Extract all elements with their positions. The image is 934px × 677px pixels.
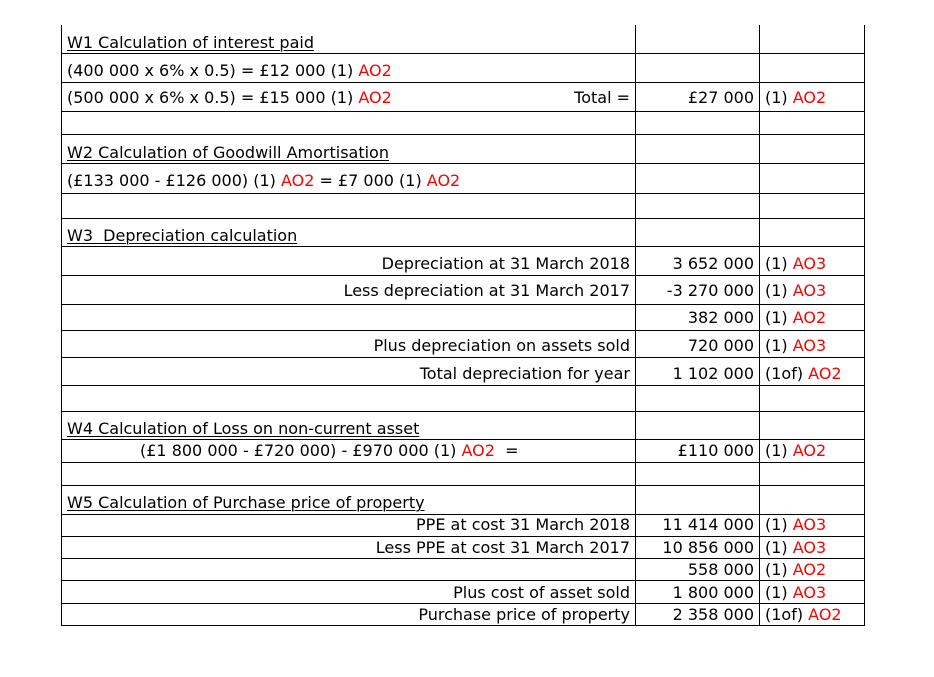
w5-row-value: 1 800 000: [672, 583, 754, 602]
row-line: [61, 193, 865, 194]
row-line: [61, 304, 865, 305]
row-line: [61, 218, 865, 219]
w5-row-label: PPE at cost 31 March 2018: [416, 515, 630, 534]
w5-row-mark: [765, 517, 826, 533]
row-line: [61, 536, 865, 537]
w4-calc-text: (£1 800 000 - £720 000) - £970 000 (1): [140, 441, 462, 460]
w1-total-label: Total =: [574, 88, 630, 107]
w2-calc-ao1: AO2: [280, 171, 315, 190]
w1-line2-ao: AO2: [358, 88, 392, 107]
w3-row-value: 720 000: [687, 336, 754, 355]
w1-total-mark-text: (1): [765, 88, 793, 107]
row-line: [61, 330, 865, 331]
row-line: [61, 603, 865, 604]
w5-row-mark: [765, 562, 826, 578]
w3-row-ao: AO3: [792, 254, 827, 273]
w5-heading: W5 Calculation of Purchase price of property: [67, 493, 425, 512]
w5-row-mark: [765, 585, 826, 601]
w5-row-value: 558 000: [687, 560, 754, 579]
w3-row-ao: AO2: [808, 364, 842, 383]
w3-row-value: 382 000: [687, 308, 754, 327]
w1-total-mark: [765, 90, 826, 106]
w1-line1-ao: AO2: [358, 61, 392, 80]
w5-row-mark-text: (1of): [765, 605, 809, 624]
w1-total-value: £27 000: [687, 88, 754, 107]
row-line: [61, 357, 865, 358]
w5-row-ao: AO3: [792, 515, 827, 534]
row-line: [61, 580, 865, 581]
w3-row-mark-text: (1): [765, 254, 793, 273]
w3-row-value: 1 102 000: [672, 364, 754, 383]
w1-heading: W1 Calculation of interest paid: [67, 33, 314, 52]
w5-row-value: 2 358 000: [672, 605, 754, 624]
row-line: [61, 485, 865, 486]
w5-row-mark-text: (1): [765, 538, 793, 557]
w4-heading: W4 Calculation of Loss on non-current asset: [67, 419, 420, 438]
w3-row-ao: AO3: [792, 281, 827, 300]
row-line: [61, 411, 865, 412]
w5-row-mark-text: (1): [765, 515, 793, 534]
w3-row-ao: AO3: [792, 336, 827, 355]
w3-row-mark-text: (1): [765, 281, 793, 300]
row-line: [61, 385, 865, 386]
w5-row-ao: AO3: [792, 538, 827, 557]
w1-line1: [67, 63, 392, 79]
w3-row-mark-text: (1): [765, 336, 793, 355]
w3-row-ao: AO2: [792, 308, 827, 327]
w5-row-ao: AO2: [792, 560, 827, 579]
row-line: [61, 111, 865, 112]
w3-row-label: Total depreciation for year: [419, 364, 630, 383]
w4-calc: [140, 443, 519, 459]
w5-row-label: Plus cost of asset sold: [453, 583, 630, 602]
w2-calc-part2: = £7 000 (1): [314, 171, 427, 190]
row-line: [61, 462, 865, 463]
w5-row-label: Less PPE at cost 31 March 2017: [375, 538, 630, 557]
w5-row-ao: AO2: [808, 605, 842, 624]
w4-mark-text: (1): [765, 441, 793, 460]
w4-calc-eq: =: [494, 441, 519, 460]
w3-row-mark: [765, 366, 842, 382]
w5-row-value: 10 856 000: [662, 538, 754, 557]
w5-row-label: Purchase price of property: [418, 605, 630, 624]
w5-row-mark-text: (1): [765, 560, 793, 579]
w3-row-mark: [765, 283, 826, 299]
w3-row-value: -3 270 000: [666, 281, 754, 300]
w3-row-label: Depreciation at 31 March 2018: [381, 254, 630, 273]
w3-row-label: Plus depreciation on assets sold: [373, 336, 630, 355]
w3-row-mark: [765, 338, 826, 354]
w3-row-value: 3 652 000: [672, 254, 754, 273]
row-line: [61, 134, 865, 135]
row-line: [61, 82, 865, 83]
w4-ao: AO2: [792, 441, 827, 460]
table-border-bottom: [61, 625, 865, 626]
w2-calc-ao2: AO2: [426, 171, 461, 190]
w2-calc: [67, 173, 460, 189]
w1-line2: [67, 90, 392, 106]
w5-row-mark: [765, 607, 842, 623]
row-line: [61, 53, 865, 54]
w5-row-ao: AO3: [792, 583, 827, 602]
w3-row-mark: [765, 256, 826, 272]
w4-calc-ao: AO2: [461, 441, 495, 460]
row-line: [61, 558, 865, 559]
row-line: [61, 275, 865, 276]
w1-line1-text: (400 000 x 6% x 0.5) = £12 000 (1): [67, 61, 359, 80]
w1-line2-text: (500 000 x 6% x 0.5) = £15 000 (1): [67, 88, 359, 107]
row-line: [61, 246, 865, 247]
w5-row-value: 11 414 000: [662, 515, 754, 534]
w2-calc-part1: (£133 000 - £126 000) (1): [67, 171, 281, 190]
w1-total-ao: AO2: [792, 88, 827, 107]
w3-row-mark-text: (1of): [765, 364, 809, 383]
w3-row-mark-text: (1): [765, 308, 793, 327]
row-line: [61, 439, 865, 440]
row-line: [61, 163, 865, 164]
w2-heading: W2 Calculation of Goodwill Amortisation: [67, 143, 389, 162]
w4-mark: [765, 443, 826, 459]
w3-row-label: Less depreciation at 31 March 2017: [343, 281, 630, 300]
w5-row-mark-text: (1): [765, 583, 793, 602]
w3-heading: W3 Depreciation calculation: [67, 226, 298, 245]
w4-value: £110 000: [677, 441, 754, 460]
w5-row-mark: [765, 540, 826, 556]
w3-row-mark: [765, 310, 826, 326]
